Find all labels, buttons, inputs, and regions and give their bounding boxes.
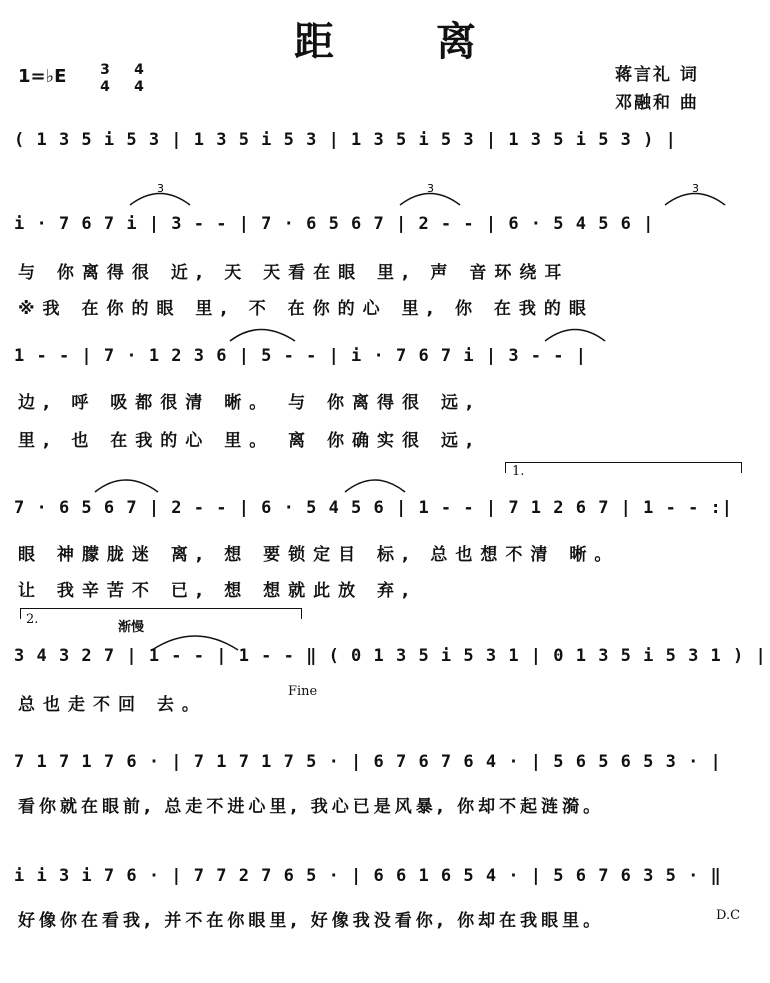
lyrics-line-1-verse-2: ※我 在你的眼 里, 不 在你的心 里, 你 在我的眼 xyxy=(18,299,594,319)
fine-marking: Fine xyxy=(288,684,318,699)
lyrics-line-3-verse-2: 让 我辛苦不 已, 想 想就此放 弃, xyxy=(18,581,417,601)
lyricist-credit: 蒋言礼 词 xyxy=(615,65,699,85)
dc-marking: D.C xyxy=(716,908,741,923)
triplet-slur xyxy=(345,480,405,492)
volta-bracket-1 xyxy=(505,462,742,473)
triplet-slur xyxy=(230,330,295,342)
notation-line-6: i i 3 i 7 6 · | 7 7 2 7 6 5 · | 6 6 1 6 5 4 · | 5 6 7 6 3 5 · ‖ xyxy=(14,866,722,886)
lyrics-line-5: 看你就在眼前, 总走不进心里, 我心已是风暴, 你却不起涟漪。 xyxy=(18,797,605,817)
lyrics-line-6: 好像你在看我, 并不在你眼里, 好像我没看你, 你却在我眼里。 xyxy=(18,911,605,931)
lyrics-line-2-verse-1: 边, 呼 吸都很清 晰。 与 你离得很 远, xyxy=(18,393,481,413)
triplet-slur xyxy=(545,330,605,342)
triplet-slur xyxy=(665,194,725,206)
triplet-slurs-line-2 xyxy=(0,316,770,346)
notation-line-1: i · 7 6 7 i | 3 - - | 7 · 6 5 6 7 | 2 - - | 6 · 5 4 5 6 | xyxy=(14,214,655,234)
key-signature: 1=♭E xyxy=(18,66,67,87)
triplet-slur xyxy=(400,194,460,206)
song-title: 距 离 xyxy=(294,18,520,65)
volta-1-label: 1. xyxy=(512,464,525,479)
time-signature-4-4: 4 4 xyxy=(134,62,144,95)
lyrics-line-4: 总也走不回 去。 xyxy=(18,695,207,715)
triplet-mark: 3 xyxy=(692,182,699,195)
volta-2-label: 2. xyxy=(26,612,39,627)
triplet-slurs-line-1 xyxy=(0,180,770,210)
notation-line-3: 7 · 6 5 6 7 | 2 - - | 6 · 5 4 5 6 | 1 - - | 7 1 2 6 7 | 1 - - :| xyxy=(14,498,734,518)
volta-bracket-2 xyxy=(20,608,302,619)
time-signature-3-4: 3 4 xyxy=(100,62,110,95)
lyrics-line-3-verse-1: 眼 神朦胧迷 离, 想 要锁定目 标, 总也想不清 晰。 xyxy=(18,545,620,565)
triplet-mark: 3 xyxy=(427,182,434,195)
triplet-slur xyxy=(95,480,158,492)
triplet-mark: 3 xyxy=(157,182,164,195)
notation-line-2: 1 - - | 7 · 1 2 3 6 | 5 - - | i · 7 6 7 i | 3 - - | xyxy=(14,346,587,366)
composer-credit: 邓融和 曲 xyxy=(615,93,699,113)
notation-line-4: 3 4 3 2 7 | 1 - - | 1 - - ‖ ( 0 1 3 5 i 5 3 1 | 0 1 3 5 i 5 3 1 ) | xyxy=(14,646,767,666)
tempo-marking: 渐慢 xyxy=(118,620,145,635)
lyrics-line-2-verse-2: 里, 也 在我的心 里。 离 你确实很 远, xyxy=(18,431,481,451)
notation-line-intro: ( 1 3 5 i 5 3 | 1 3 5 i 5 3 | 1 3 5 i 5 3 | 1 3 5 i 5 3 ) | xyxy=(14,130,677,150)
notation-line-5: 7 1 7 1 7 6 · | 7 1 7 1 7 5 · | 6 7 6 7 6 4 · | 5 6 5 6 5 3 · | xyxy=(14,752,722,772)
triplet-slur xyxy=(130,194,190,206)
lyrics-line-1-verse-1: 与 你离得很 近, 天 天看在眼 里, 声 音环绕耳 xyxy=(18,263,570,283)
